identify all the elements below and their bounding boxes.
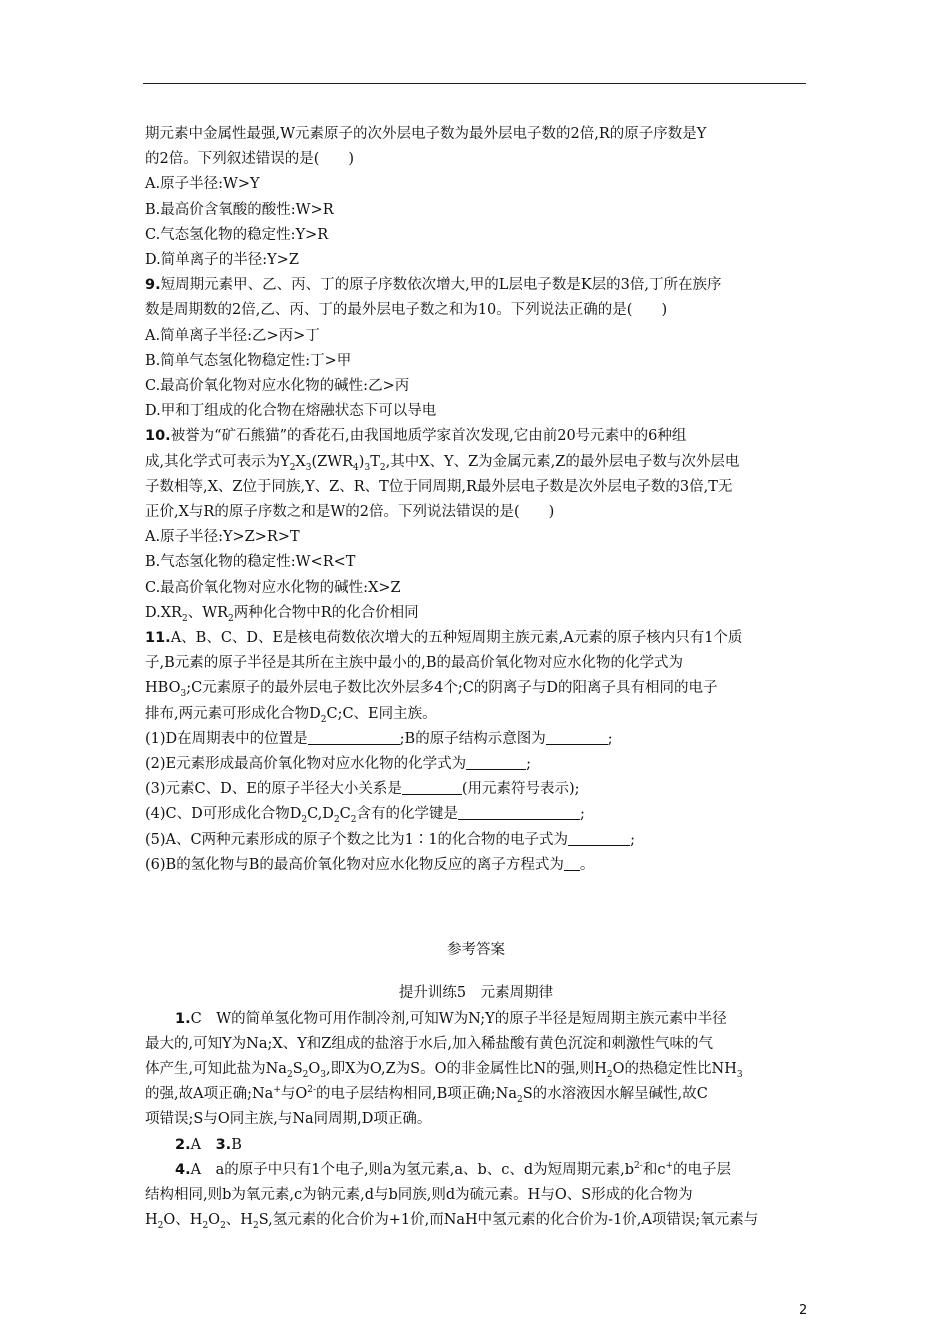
answer-blank[interactable] bbox=[546, 729, 608, 745]
q11-part5: (5)A、C两种元素形成的原子个数之比为1∶1的化合物的电子式为 ; bbox=[145, 831, 635, 848]
q11-stem-line4: 排布,两元素可形成化合物$D_2C;C$、E同主族。 bbox=[145, 705, 437, 725]
answer-2-3: 2.A 3.B bbox=[175, 1136, 242, 1153]
q10-number: 10. bbox=[145, 428, 171, 445]
q10-option-d: $D.XR_2$、$WR_2$两种化合物中R的化合价相同 bbox=[145, 604, 419, 624]
q9-option-a: A.简单离子半径:乙>丙>丁 bbox=[145, 327, 320, 344]
answer-1-line2: 最大的,可知Y为Na;X、Y和Z组成的盐溶于水后,加入稀盐酸有黄色沉淀和刺激性气味的气 bbox=[145, 1035, 713, 1052]
q10-stem-line4: 正价,X与R的原子序数之和是W的2倍。下列说法错误的是( ) bbox=[145, 504, 555, 521]
q11-number: 11. bbox=[145, 630, 171, 647]
q10-option-a: A.原子半径:Y>Z>R>T bbox=[145, 529, 300, 546]
q8-option-b: B.最高价含氧酸的酸性:W>R bbox=[145, 201, 334, 218]
answer-1-line3: 体产生,可知此盐为$Na_2S_2O_3$,即X为O,Z为S。O的非金属性比N的强,则$H_2O$的热稳定性比$NH_3$ bbox=[145, 1060, 743, 1080]
q11-part4: (4)C、D可形成化合物$D_2C,D_2C_2$含有的化学键是 ; bbox=[145, 806, 585, 826]
q11-part2: (2)E元素形成最高价氧化物对应水化物的化学式为 ; bbox=[145, 756, 532, 773]
q10-stem-line1: 10.被誉为“矿石熊猫”的香花石,由我国地质学家首次发现,它由前20号元素中的6种组 bbox=[145, 428, 687, 445]
q10-option-c: C.最高价氧化物对应水化物的碱性:X>Z bbox=[145, 579, 401, 596]
q9-stem-line1: 9.短周期元素甲、乙、丙、丁的原子序数依次增大,甲的L层电子数是K层的3倍,丁所在族序 bbox=[145, 277, 722, 294]
answer-1-line5: 项错误;S与O同主族,与Na同周期,D项正确。 bbox=[145, 1111, 432, 1128]
q8-stem-line1: 期元素中金属性最强,W元素原子的次外层电子数为最外层电子数的2倍,R的原子序数是Y bbox=[145, 126, 707, 142]
q10-stem-line3: 子数相等,X、Z位于同族,Y、Z、R、T位于同周期,R最外层电子数是次外层电子数的3倍,T无 bbox=[145, 478, 733, 495]
q9-number: 9. bbox=[145, 277, 161, 294]
q11-part3: (3)元素C、D、E的原子半径大小关系是 (用元素符号表示); bbox=[145, 781, 580, 798]
answer-blank[interactable] bbox=[564, 855, 580, 871]
q11-part6: (6)B的氢化物与B的最高价氧化物对应水化物反应的离子方程式为 。 bbox=[145, 856, 595, 873]
q11-part1: (1)D在周期表中的位置是 ;B的原子结构示意图为 ; bbox=[145, 730, 613, 747]
q8-option-a: A.原子半径:W>Y bbox=[145, 176, 260, 193]
answer-4-line3: $H_2O$、$H_2O_2$、$H_2S$,氢元素的化合价为+1价,而NaH中氢元素的化合价为-1价,A项错误;氧元素与 bbox=[145, 1212, 759, 1232]
q9-option-b: B.简单气态氢化物稳定性:丁>甲 bbox=[145, 352, 352, 369]
answer-blank[interactable] bbox=[568, 830, 630, 846]
answer-blank[interactable] bbox=[458, 804, 580, 820]
answer-1-line4: 的强,故A项正确;Na+与$O^{2-}$的电子层结构相同,B项正确$;Na_2S$的水溶液因水解呈碱性,故C bbox=[145, 1085, 708, 1105]
answer-1-line1: 1.C W的简单氢化物可用作制冷剂,可知W为N;Y的原子半径是短周期主族元素中半径 bbox=[175, 1010, 727, 1027]
section-title: 提升训练5 元素周期律 bbox=[398, 985, 554, 1002]
answer-blank[interactable] bbox=[466, 754, 526, 770]
page-content bbox=[145, 122, 807, 1233]
q8-stem-line2: 的2倍。下列叙述错误的是( ) bbox=[145, 151, 355, 168]
q9-option-c: C.最高价氧化物对应水化物的碱性:乙>丙 bbox=[145, 378, 410, 395]
answer-4-line2: 结构相同,则b为氧元素,c为钠元素,d与b同族,则d为硫元素。H与O、S形成的化合物为 bbox=[145, 1186, 693, 1203]
page-number: 2 bbox=[799, 1303, 808, 1318]
q8-option-c: C.气态氢化物的稳定性:Y>R bbox=[145, 226, 329, 243]
q10-option-b: B.气态氢化物的稳定性:W<R<T bbox=[145, 554, 356, 571]
q11-stem-line1: 11.A、B、C、D、E是核电荷数依次增大的五种短周期主族元素,A元素的原子核内只有1个质 bbox=[145, 630, 743, 647]
answer-key-title: 参考答案 bbox=[447, 942, 505, 959]
q11-stem-line3: $HBO_3;C$元素原子的最外层电子数比次外层多4个;C的阴离子与D的阳离子具有相同的电子 bbox=[145, 680, 718, 700]
header-rule bbox=[143, 83, 806, 84]
answer-4-line1: 4.A a的原子中只有1个电子,则a为氢元素,a、b、c、d为短周期元素$,b^{2-}$和c+的电子层 bbox=[175, 1160, 731, 1178]
answer-blank[interactable] bbox=[402, 779, 462, 795]
q10-stem-line2: 成,其化学式可表示为$Y_2X_3(ZWR_4)_3T_2$,其中X、Y、Z为金属元素,Z的最外层电子数与次外层电 bbox=[145, 453, 740, 473]
q9-stem-line2: 数是周期数的2倍,乙、丙、丁的最外层电子数之和为10。下列说法正确的是( ) bbox=[145, 302, 668, 319]
q11-stem-line2: 子,B元素的原子半径是其所在主族中最小的,B的最高价氧化物对应水化物的化学式为 bbox=[145, 655, 684, 672]
q8-option-d: D.简单离子的半径:Y>Z bbox=[145, 252, 299, 269]
answer-blank[interactable] bbox=[308, 729, 400, 745]
q9-option-d: D.甲和丁组成的化合物在熔融状态下可以导电 bbox=[145, 403, 437, 420]
